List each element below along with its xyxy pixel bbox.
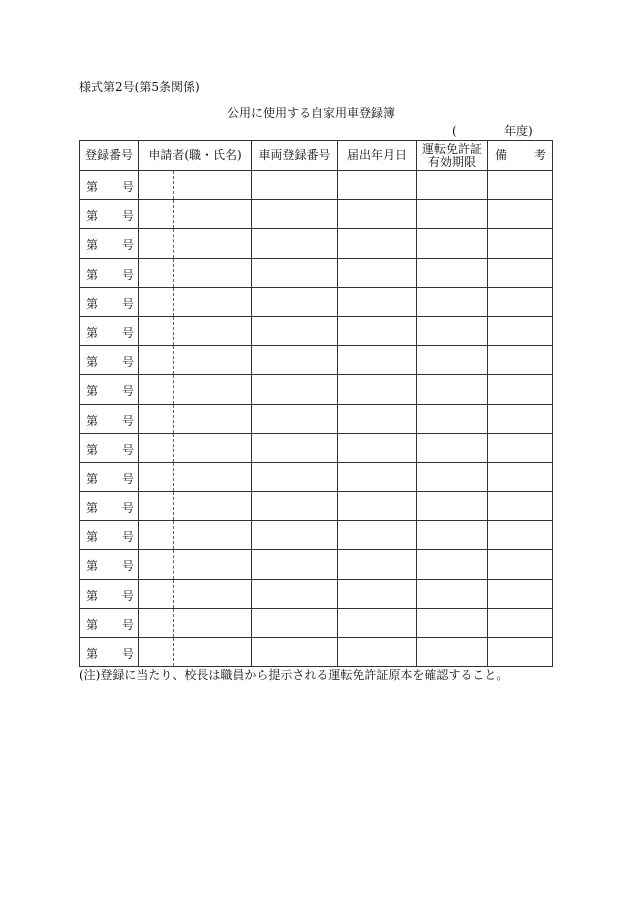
table-row xyxy=(80,316,553,345)
footnote: (注)登録に当たり、校長は職員から提示される運転免許証原本を確認すること。 xyxy=(79,668,509,682)
registration-prefix: 第 xyxy=(86,471,99,486)
registration-prefix: 第 xyxy=(86,530,99,545)
license-expiry-cell[interactable] xyxy=(417,258,488,287)
remarks-cell[interactable] xyxy=(488,433,553,462)
registration-prefix: 第 xyxy=(86,209,99,224)
applicant-title-cell[interactable] xyxy=(139,433,174,462)
registration-suffix: 号 xyxy=(122,413,135,428)
applicant-title-cell[interactable] xyxy=(139,200,174,229)
registration-suffix: 号 xyxy=(122,471,135,486)
registration-suffix: 号 xyxy=(122,325,135,340)
table-row xyxy=(80,258,553,287)
applicant-name-cell[interactable] xyxy=(174,579,252,608)
notification-date-cell[interactable] xyxy=(338,375,417,404)
registration-suffix: 号 xyxy=(122,384,135,399)
table-row xyxy=(80,579,553,608)
registration-suffix: 号 xyxy=(122,296,135,311)
license-expiry-cell[interactable] xyxy=(417,171,488,200)
notification-date-cell[interactable] xyxy=(338,492,417,521)
applicant-name-cell[interactable] xyxy=(174,346,252,375)
applicant-name-cell[interactable] xyxy=(174,200,252,229)
vehicle-no-cell[interactable] xyxy=(252,608,338,637)
notification-date-cell[interactable] xyxy=(338,608,417,637)
registration-no-cell[interactable] xyxy=(80,462,139,491)
license-expiry-cell[interactable] xyxy=(417,579,488,608)
license-expiry-cell[interactable] xyxy=(417,200,488,229)
remarks-cell[interactable] xyxy=(488,462,553,491)
header-registration-no: 登録番号 xyxy=(80,141,139,171)
fiscal-year-suffix: 年度) xyxy=(504,124,533,138)
notification-date-cell[interactable] xyxy=(338,404,417,433)
notification-date-cell[interactable] xyxy=(338,579,417,608)
vehicle-no-cell[interactable] xyxy=(252,404,338,433)
remarks-cell[interactable] xyxy=(488,375,553,404)
applicant-name-cell[interactable] xyxy=(174,287,252,316)
license-expiry-cell[interactable] xyxy=(417,550,488,579)
registration-suffix: 号 xyxy=(122,267,135,282)
table-row xyxy=(80,200,553,229)
vehicle-no-cell[interactable] xyxy=(252,492,338,521)
applicant-title-cell[interactable] xyxy=(139,287,174,316)
registration-no-cell[interactable] xyxy=(80,200,139,229)
license-expiry-cell[interactable] xyxy=(417,492,488,521)
registration-no-cell[interactable] xyxy=(80,258,139,287)
applicant-title-cell[interactable] xyxy=(139,550,174,579)
table-row xyxy=(80,492,553,521)
remarks-cell[interactable] xyxy=(488,608,553,637)
vehicle-no-cell[interactable] xyxy=(252,316,338,345)
notification-date-cell[interactable] xyxy=(338,550,417,579)
notification-date-cell[interactable] xyxy=(338,316,417,345)
applicant-title-cell[interactable] xyxy=(139,258,174,287)
header-vehicle-no: 車両登録番号 xyxy=(252,141,338,171)
table-row xyxy=(80,638,553,667)
header-notification-date: 届出年月日 xyxy=(338,141,417,171)
applicant-title-cell[interactable] xyxy=(139,462,174,491)
applicant-title-cell[interactable] xyxy=(139,638,174,667)
notification-date-cell[interactable] xyxy=(338,229,417,258)
remarks-cell[interactable] xyxy=(488,316,553,345)
registration-no-cell[interactable] xyxy=(80,287,139,316)
registration-no-cell[interactable] xyxy=(80,492,139,521)
license-expiry-cell[interactable] xyxy=(417,404,488,433)
registration-prefix: 第 xyxy=(86,384,99,399)
remarks-cell[interactable] xyxy=(488,404,553,433)
vehicle-no-cell[interactable] xyxy=(252,579,338,608)
remarks-cell[interactable] xyxy=(488,579,553,608)
table-row xyxy=(80,229,553,258)
table-row xyxy=(80,375,553,404)
applicant-name-cell[interactable] xyxy=(174,608,252,637)
applicant-title-cell[interactable] xyxy=(139,171,174,200)
registration-no-cell[interactable] xyxy=(80,229,139,258)
registration-prefix: 第 xyxy=(86,647,99,661)
page-title xyxy=(0,106,630,120)
applicant-name-cell[interactable] xyxy=(174,375,252,404)
registration-no-cell[interactable] xyxy=(80,608,139,637)
license-expiry-cell[interactable] xyxy=(417,521,488,550)
registration-suffix: 号 xyxy=(122,238,135,253)
license-expiry-cell[interactable] xyxy=(417,287,488,316)
table-row xyxy=(80,521,553,550)
registration-prefix: 第 xyxy=(86,617,99,632)
registration-suffix: 号 xyxy=(122,617,135,632)
applicant-title-cell[interactable] xyxy=(139,316,174,345)
license-expiry-cell[interactable] xyxy=(417,433,488,462)
registration-prefix: 第 xyxy=(86,442,99,457)
registration-prefix: 第 xyxy=(86,296,99,311)
license-expiry-cell[interactable] xyxy=(417,638,488,667)
applicant-name-cell[interactable] xyxy=(174,462,252,491)
header-remarks-right: 考 xyxy=(533,148,546,162)
form-number: 様式第2号(第5条関係) xyxy=(79,80,200,94)
vehicle-no-cell[interactable] xyxy=(252,200,338,229)
vehicle-no-cell[interactable] xyxy=(252,550,338,579)
license-expiry-cell[interactable] xyxy=(417,462,488,491)
license-expiry-cell[interactable] xyxy=(417,375,488,404)
applicant-name-cell[interactable] xyxy=(174,404,252,433)
remarks-cell[interactable] xyxy=(488,521,553,550)
notification-date-cell[interactable] xyxy=(338,258,417,287)
table-row xyxy=(80,346,553,375)
applicant-name-cell[interactable] xyxy=(174,492,252,521)
notification-date-cell[interactable] xyxy=(338,200,417,229)
applicant-name-cell[interactable] xyxy=(174,638,252,667)
notification-date-cell[interactable] xyxy=(338,346,417,375)
registration-prefix: 第 xyxy=(86,267,99,282)
remarks-cell[interactable] xyxy=(488,638,553,667)
registration-no-cell[interactable] xyxy=(80,638,139,667)
license-expiry-cell[interactable] xyxy=(417,316,488,345)
notification-date-cell[interactable] xyxy=(338,638,417,667)
remarks-cell[interactable] xyxy=(488,171,553,200)
registration-suffix: 号 xyxy=(122,442,135,457)
license-expiry-cell[interactable] xyxy=(417,229,488,258)
registration-no-cell[interactable] xyxy=(80,579,139,608)
table-row xyxy=(80,404,553,433)
applicant-title-cell[interactable] xyxy=(139,346,174,375)
license-expiry-cell[interactable] xyxy=(417,346,488,375)
table-row xyxy=(80,608,553,637)
header-license-expiry xyxy=(417,141,488,171)
registration-no-cell[interactable] xyxy=(80,316,139,345)
applicant-name-cell[interactable] xyxy=(174,521,252,550)
vehicle-no-cell[interactable] xyxy=(252,171,338,200)
registration-suffix: 号 xyxy=(122,180,135,194)
registration-no-cell[interactable] xyxy=(80,346,139,375)
page-title-text: 公用に使用する自家用車登録簿 xyxy=(226,106,395,120)
registration-prefix: 第 xyxy=(86,413,99,428)
applicant-title-cell[interactable] xyxy=(139,521,174,550)
applicant-name-cell[interactable] xyxy=(174,550,252,579)
remarks-cell[interactable] xyxy=(488,550,553,579)
registration-prefix: 第 xyxy=(86,325,99,340)
applicant-name-cell[interactable] xyxy=(174,171,252,200)
header-remarks-left: 備 xyxy=(495,148,508,162)
license-expiry-cell[interactable] xyxy=(417,608,488,637)
vehicle-no-cell[interactable] xyxy=(252,638,338,667)
registration-no-cell[interactable] xyxy=(80,404,139,433)
header-license-line2: 有効期限 xyxy=(427,154,476,169)
fiscal-year-open-paren: ( xyxy=(452,124,457,138)
remarks-cell[interactable] xyxy=(488,200,553,229)
registration-no-cell[interactable] xyxy=(80,375,139,404)
registration-suffix: 号 xyxy=(122,530,135,545)
vehicle-no-cell[interactable] xyxy=(252,433,338,462)
remarks-cell[interactable] xyxy=(488,492,553,521)
applicant-name-cell[interactable] xyxy=(174,433,252,462)
applicant-title-cell[interactable] xyxy=(139,229,174,258)
header-license-line1: 運転免許証 xyxy=(421,141,482,156)
notification-date-cell[interactable] xyxy=(338,287,417,316)
vehicle-no-cell[interactable] xyxy=(252,287,338,316)
table-row xyxy=(80,171,553,200)
vehicle-no-cell[interactable] xyxy=(252,521,338,550)
applicant-title-cell[interactable] xyxy=(139,492,174,521)
applicant-title-cell[interactable] xyxy=(139,375,174,404)
applicant-title-cell[interactable] xyxy=(139,608,174,637)
registration-no-cell[interactable] xyxy=(80,171,139,200)
register-table xyxy=(79,140,553,667)
applicant-title-cell[interactable] xyxy=(139,579,174,608)
applicant-name-cell[interactable] xyxy=(174,258,252,287)
applicant-title-cell[interactable] xyxy=(139,404,174,433)
registration-suffix: 号 xyxy=(122,588,135,603)
registration-prefix: 第 xyxy=(86,501,99,516)
vehicle-no-cell[interactable] xyxy=(252,462,338,491)
registration-prefix: 第 xyxy=(86,559,99,574)
remarks-cell[interactable] xyxy=(488,346,553,375)
registration-suffix: 号 xyxy=(122,209,135,224)
vehicle-no-cell[interactable] xyxy=(252,258,338,287)
notification-date-cell[interactable] xyxy=(338,171,417,200)
notification-date-cell[interactable] xyxy=(338,462,417,491)
registration-suffix: 号 xyxy=(122,355,135,370)
registration-suffix: 号 xyxy=(122,647,135,661)
remarks-cell[interactable] xyxy=(488,258,553,287)
remarks-cell[interactable] xyxy=(488,287,553,316)
registration-prefix: 第 xyxy=(86,180,99,194)
registration-prefix: 第 xyxy=(86,238,99,253)
remarks-cell[interactable] xyxy=(488,229,553,258)
vehicle-no-cell[interactable] xyxy=(252,346,338,375)
header-remarks xyxy=(488,141,553,171)
applicant-name-cell[interactable] xyxy=(174,316,252,345)
vehicle-no-cell[interactable] xyxy=(252,375,338,404)
table-header-row xyxy=(80,141,553,171)
registration-no-cell[interactable] xyxy=(80,550,139,579)
table-row xyxy=(80,550,553,579)
registration-suffix: 号 xyxy=(122,501,135,516)
registration-no-cell[interactable] xyxy=(80,433,139,462)
notification-date-cell[interactable] xyxy=(338,433,417,462)
registration-prefix: 第 xyxy=(86,588,99,603)
vehicle-no-cell[interactable] xyxy=(252,229,338,258)
table-row xyxy=(80,287,553,316)
table-row xyxy=(80,433,553,462)
header-applicant: 申請者(職・氏名) xyxy=(139,141,252,171)
registration-prefix: 第 xyxy=(86,355,99,370)
registration-no-cell[interactable] xyxy=(80,521,139,550)
registration-suffix: 号 xyxy=(122,559,135,574)
notification-date-cell[interactable] xyxy=(338,521,417,550)
applicant-name-cell[interactable] xyxy=(174,229,252,258)
table-row xyxy=(80,462,553,491)
